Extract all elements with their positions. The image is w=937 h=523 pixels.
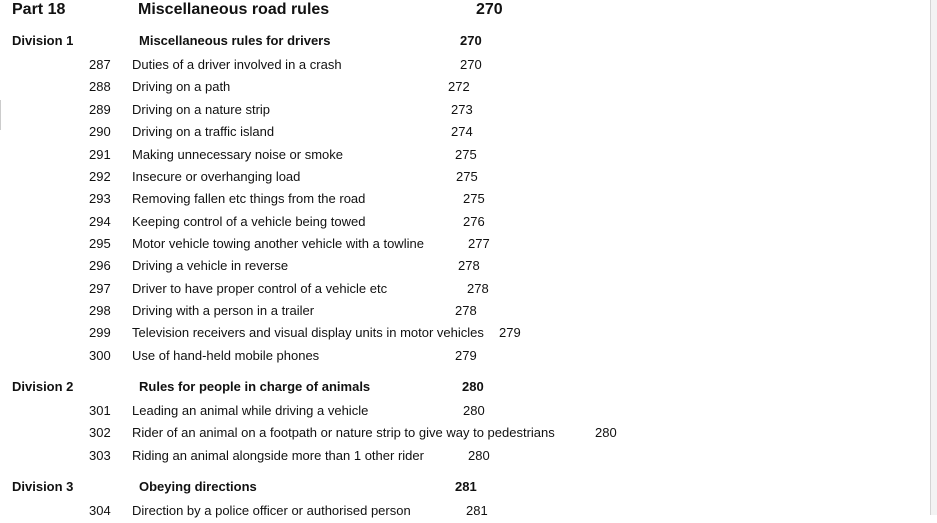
rule-title: Rider of an animal on a footpath or nature strip to give way to pedestrians: [132, 425, 555, 440]
rule-title: Leading an animal while driving a vehicle: [132, 403, 369, 418]
rule-title: Driving with a person in a trailer: [132, 303, 315, 318]
rule-page: 281: [466, 503, 488, 518]
rule-page: 278: [467, 281, 489, 296]
rule-number: 291: [89, 147, 111, 162]
part-label: Part 18: [12, 1, 66, 18]
rule-number: 299: [89, 325, 111, 340]
rule-page: 275: [463, 191, 485, 206]
rule-page: 280: [595, 425, 617, 440]
division-title: Miscellaneous rules for drivers: [139, 33, 331, 48]
rule-number: 302: [89, 425, 111, 440]
rule-page: 274: [451, 124, 473, 139]
division-page: 270: [460, 33, 482, 48]
rule-number: 303: [89, 448, 111, 463]
rule-title: Duties of a driver involved in a crash: [132, 57, 342, 72]
rule-title: Driving a vehicle in reverse: [132, 258, 289, 273]
rule-number: 294: [89, 214, 111, 229]
part-page: 270: [476, 1, 503, 18]
rule-number: 289: [89, 102, 111, 117]
rule-title: Use of hand-held mobile phones: [132, 348, 320, 363]
rule-page: 276: [463, 214, 485, 229]
rule-number: 304: [89, 503, 111, 518]
rule-title: Removing fallen etc things from the road: [132, 191, 366, 206]
rule-page: 270: [460, 57, 482, 72]
rule-page: 273: [451, 102, 473, 117]
rule-number: 295: [89, 236, 111, 251]
rule-page: 275: [456, 169, 478, 184]
division-title: Rules for people in charge of animals: [139, 379, 371, 394]
rule-title: Motor vehicle towing another vehicle with a towline: [132, 236, 424, 251]
rule-number: 301: [89, 403, 111, 418]
rule-page: 279: [455, 348, 477, 363]
rule-page: 278: [455, 303, 477, 318]
rule-title: Insecure or overhanging load: [132, 169, 301, 184]
rule-page: 272: [448, 79, 470, 94]
rule-title: Keeping control of a vehicle being towed: [132, 214, 366, 229]
division-page: 280: [462, 379, 484, 394]
rule-number: 287: [89, 57, 111, 72]
rule-title: Driver to have proper control of a vehicle etc: [132, 281, 388, 296]
division-page: 281: [455, 479, 477, 494]
rule-title: Making unnecessary noise or smoke: [132, 147, 343, 162]
division-title: Obeying directions: [139, 479, 257, 494]
division-label: Division 1: [12, 33, 74, 48]
division-label: Division 2: [12, 379, 74, 394]
division-label: Division 3: [12, 479, 74, 494]
rule-number: 293: [89, 191, 111, 206]
rule-number: 292: [89, 169, 111, 184]
rule-number: 298: [89, 303, 111, 318]
rule-title: Driving on a nature strip: [132, 102, 271, 117]
rule-title: Driving on a path: [132, 79, 231, 94]
rule-page: 280: [463, 403, 485, 418]
rule-number: 288: [89, 79, 111, 94]
rule-number: 296: [89, 258, 111, 273]
rule-number: 297: [89, 281, 111, 296]
rule-title: Television receivers and visual display units in motor vehicles: [132, 325, 484, 340]
rule-page: 277: [468, 236, 490, 251]
rule-title: Direction by a police officer or authorised person: [132, 503, 411, 518]
rule-number: 290: [89, 124, 111, 139]
rule-title: Riding an animal alongside more than 1 other rider: [132, 448, 424, 463]
rule-page: 275: [455, 147, 477, 162]
rule-number: 300: [89, 348, 111, 363]
rule-title: Driving on a traffic island: [132, 124, 275, 139]
page-edge-mark: [0, 100, 1, 130]
page-right-edge: [930, 0, 937, 515]
part-title: Miscellaneous road rules: [138, 1, 330, 18]
rule-page: 280: [468, 448, 490, 463]
rule-page: 279: [499, 325, 521, 340]
rule-page: 278: [458, 258, 480, 273]
